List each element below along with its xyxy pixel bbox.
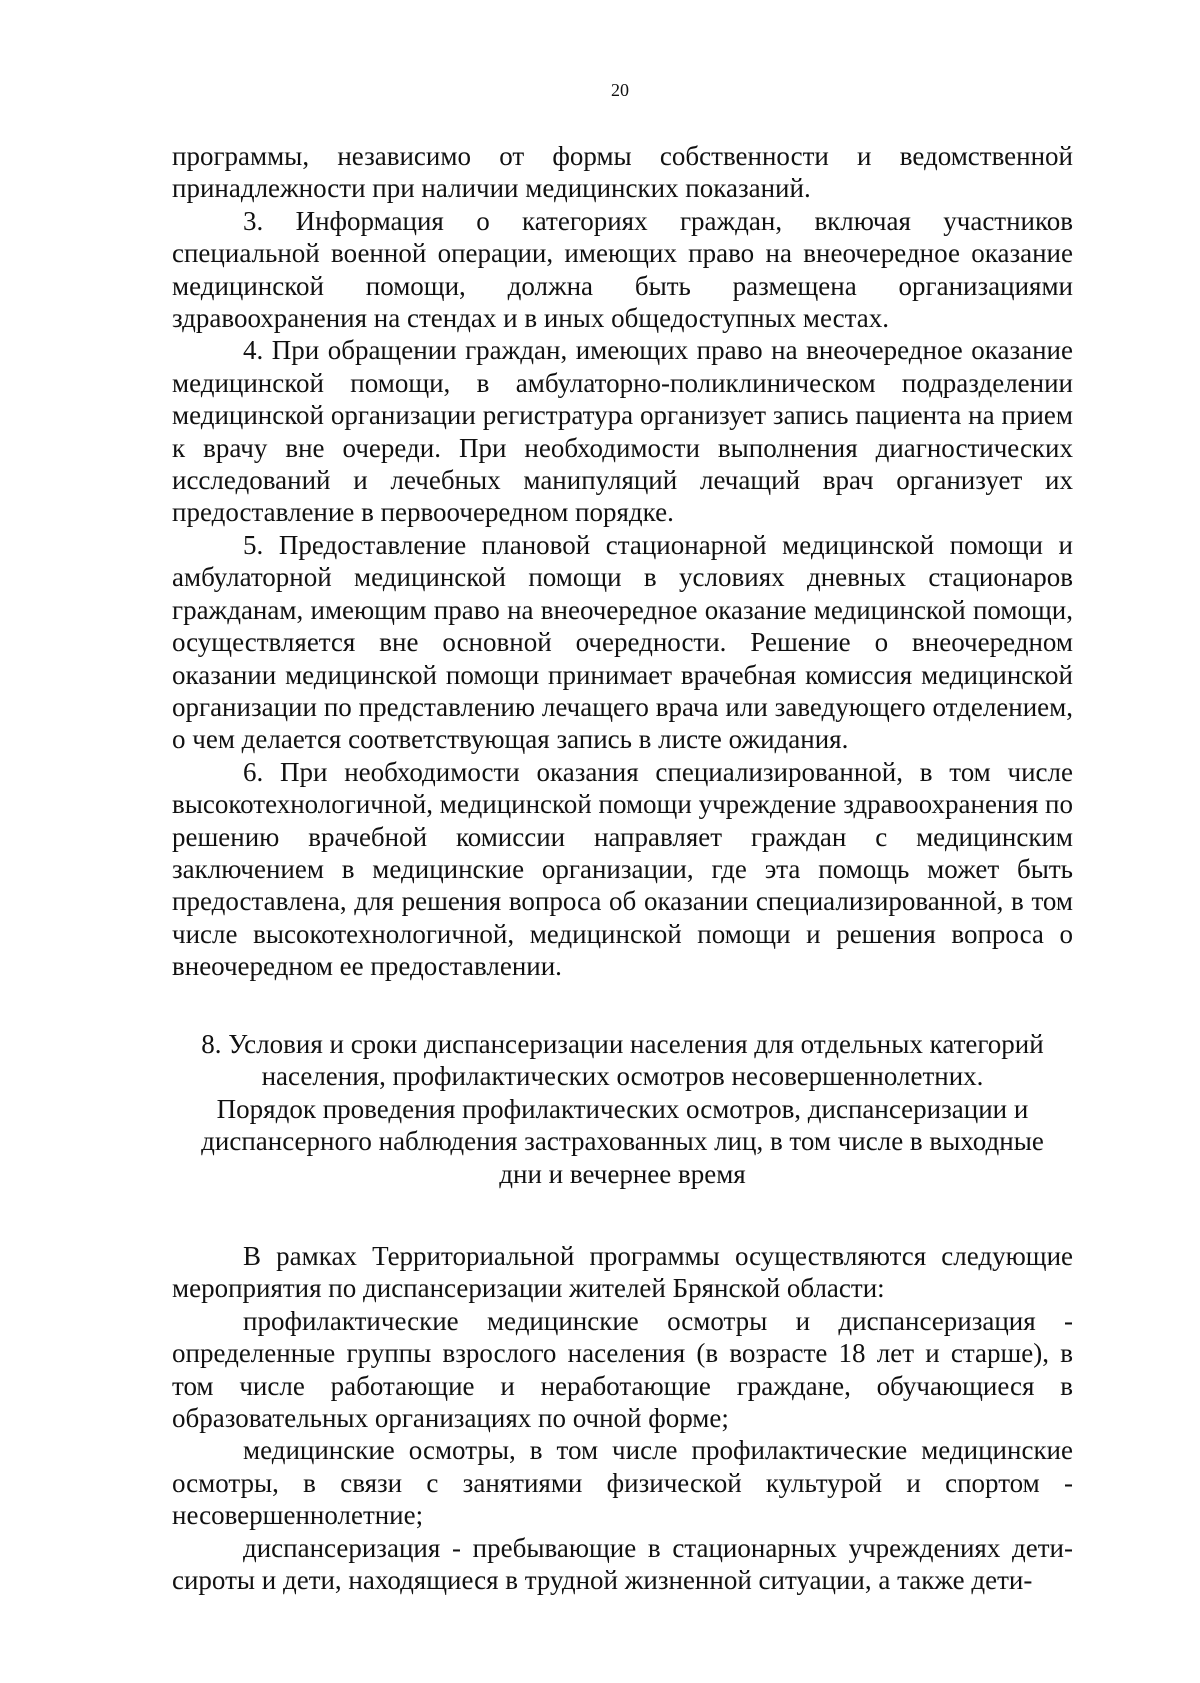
- heading-line-3: Порядок проведения профилактических осмотров, диспансеризации и: [216, 1093, 1029, 1124]
- heading-line-4: диспансерного наблюдения застрахованных лиц, в том числе в выходные: [201, 1126, 1044, 1157]
- heading-line-1: 8. Условия и сроки диспансеризации населения для отдельных категорий: [201, 1029, 1044, 1059]
- heading-line-2: населения, профилактических осмотров несовершеннолетних.: [261, 1061, 984, 1092]
- paragraph-3: 3. Информация о категориях граждан, включая участников специальной военной операции, имеющих право на внеочередное оказание медицинской помощи, должна быть размещена организациями здравоохранения на стендах и в иных общедоступных местах.: [172, 205, 1073, 334]
- section-8-heading: [172, 1028, 1073, 1190]
- paragraph-continuation: программы, независимо от формы собственности и ведомственной принадлежности при наличии медицинских показаний.: [172, 141, 1073, 204]
- list-item-3: диспансеризация - пребывающие в стационарных учреждениях дети-сироты и дети, находящиеся в трудной жизненной ситуации, а также дети-: [172, 1532, 1073, 1596]
- body-text-top: [172, 140, 1073, 983]
- paragraph-5: 5. Предоставление плановой стационарной медицинской помощи и амбулаторной медицинской помощи в условиях дневных стационаров гражданам, имеющим право на внеочередное оказание медицинской помощи, осуществляется вне основной очередности. Решение о внеочередном оказании медицинской помощи принимает врачебная комиссия медицинской организации по представлению лечащего врача или заведующего отделением, о чем делается соответствующая запись в листе ожидания.: [172, 529, 1073, 755]
- paragraph-6: 6. При необходимости оказания специализированной, в том числе высокотехнологичной, медицинской помощи учреждение здравоохранения по решению врачебной комиссии направляет граждан с медицинским заключением в медицинские организации, где эта помощь может быть предоставлена, для решения вопроса об оказании специализированной, в том числе высокотехнологичной, медицинской помощи и решения вопроса о внеочередном ее предоставлении.: [172, 756, 1073, 982]
- list-item-1: профилактические медицинские осмотры и диспансеризация - определенные группы взрослого населения (в возрасте 18 лет и старше), в том числе работающие и неработающие граждане, обучающиеся в образовательных организациях по очной форме;: [172, 1305, 1073, 1434]
- paragraph-4: 4. При обращении граждан, имеющих право на внеочередное оказание медицинской помощи, в амбулаторно-поликлиническом подразделении медицинской организации регистратура организует запись пациента на прием к врачу вне очереди. При необходимости выполнения диагностических исследований и лечебных манипуляций лечащий врач организует их предоставление в первоочередном порядке.: [172, 335, 1073, 528]
- list-item-2: медицинские осмотры, в том числе профилактические медицинские осмотры, в связи с занятиями физической культурой и спортом - несовершеннолетние;: [172, 1435, 1073, 1531]
- heading-line-5: дни и вечернее время: [499, 1158, 746, 1189]
- page-number: 20: [611, 80, 629, 100]
- body-text-bottom: [172, 1240, 1073, 1596]
- paragraph-intro: В рамках Территориальной программы осуществляются следующие мероприятия по диспансеризации жителей Брянской области:: [172, 1241, 1073, 1304]
